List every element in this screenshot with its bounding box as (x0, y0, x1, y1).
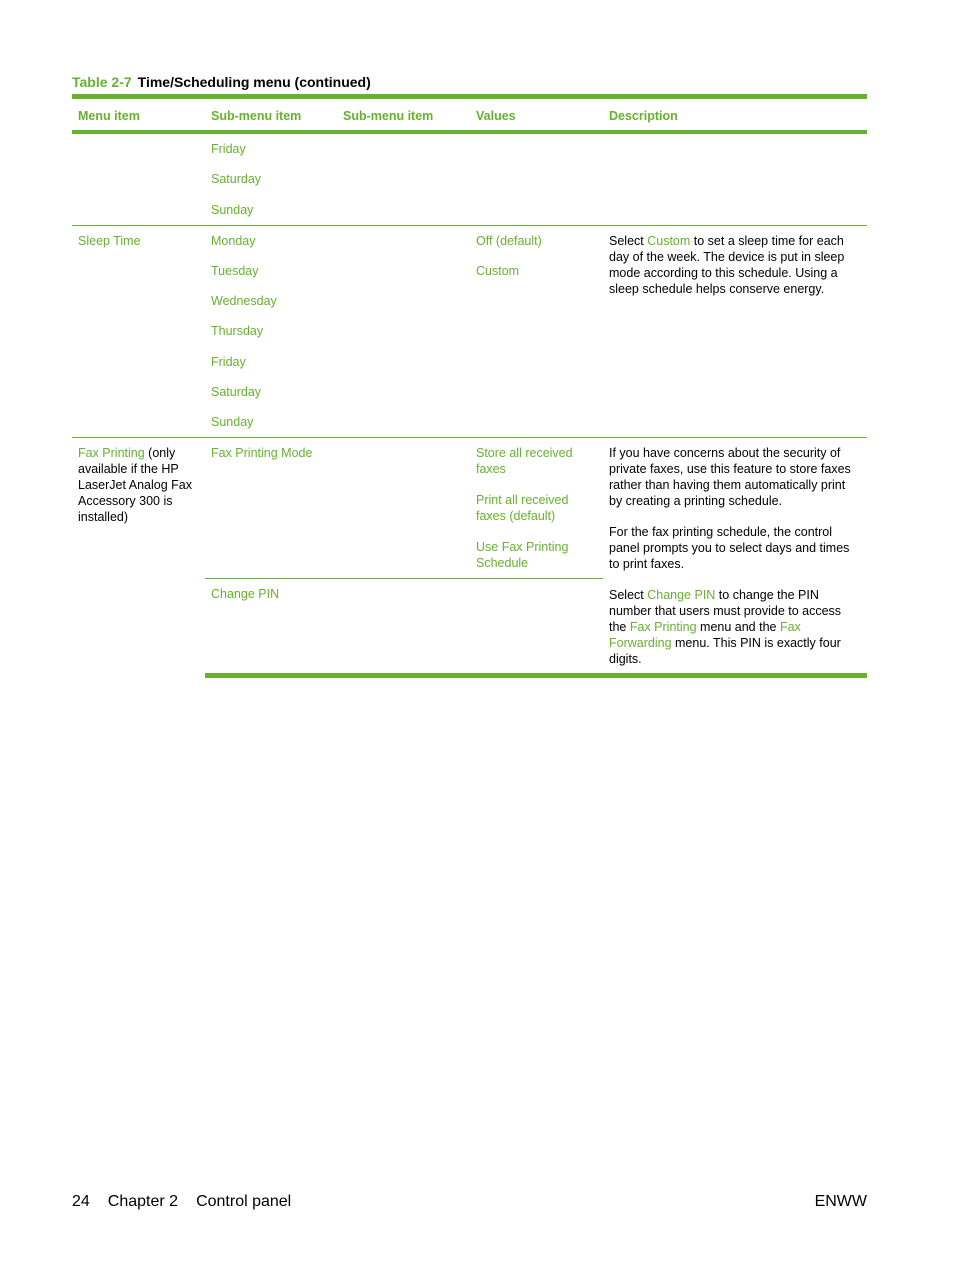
header-values: Values (470, 97, 603, 133)
change-pin-description: Select Change PIN to change the PIN number that users must provide to access the Fax Printing menu and the Fax Forwarding menu. This PIN is exactly four digits. (603, 578, 867, 676)
sleep-time-values-cell (470, 225, 603, 438)
day-saturday: Saturday (211, 385, 262, 400)
page-footer-left (72, 1193, 309, 1211)
value-print-all: Print all received faxes (default) (476, 493, 569, 524)
table-row (72, 132, 867, 225)
day-saturday: Saturday (211, 172, 262, 187)
fax-printing-mode-description: If you have concerns about the security of private faxes, use this feature to store faxes rather than having them automatically print by creating a printing schedule. For the fax printing schedule, the control panel prompts you to select days and times to print faxes. (603, 438, 867, 579)
section-label: Control panel (196, 1193, 292, 1210)
table-title: Time/Scheduling menu (continued) (137, 74, 371, 90)
sub-menu-fax-printing-mode: Fax Printing Mode (205, 438, 337, 579)
value-custom: Custom (476, 263, 520, 278)
time-scheduling-table (72, 94, 867, 678)
fax-printing-mode-values (470, 438, 603, 579)
value-use-schedule: Use Fax Printing Schedule (476, 540, 569, 571)
table-row-sleep-time (72, 225, 867, 438)
continued-days-cell (205, 132, 337, 225)
day-tuesday: Tuesday (211, 263, 259, 278)
page-number: 24 (72, 1193, 90, 1210)
day-thursday: Thursday (211, 324, 264, 339)
chapter-label: Chapter 2 (107, 1193, 179, 1210)
day-friday: Friday (211, 142, 246, 156)
table-header-row (72, 97, 867, 133)
day-wednesday: Wednesday (211, 294, 277, 309)
sleep-time-days-cell (205, 225, 337, 438)
menu-item-fax-printing: Fax Printing (only available if the HP LaserJet Analog Fax Accessory 300 is installed) (72, 438, 205, 676)
value-off-default: Off (default) (476, 233, 542, 248)
sleep-time-description: Select Custom to set a sleep time for each day of the week. The device is put in sleep mode according to this schedule. Using a sleep schedule helps conserve energy. (603, 225, 867, 438)
page-footer-right: ENWW (814, 1193, 867, 1210)
day-monday: Monday (211, 233, 256, 248)
day-sunday: Sunday (211, 415, 254, 430)
header-menu-item: Menu item (72, 97, 205, 133)
menu-item-sleep-time: Sleep Time (72, 225, 205, 438)
table-caption (72, 74, 371, 90)
header-description: Description (603, 97, 867, 133)
day-sunday: Sunday (211, 202, 254, 217)
table-number: Table 2-7 (72, 74, 132, 90)
custom-link-text: Custom (647, 233, 691, 248)
sub-menu-change-pin: Change PIN (205, 578, 337, 676)
header-sub-menu-item-2: Sub-menu item (337, 97, 470, 133)
table-row-fax-printing-mode (72, 438, 867, 579)
header-sub-menu-item-1: Sub-menu item (205, 97, 337, 133)
day-friday: Friday (211, 354, 246, 369)
value-store-all: Store all received faxes (476, 446, 573, 477)
